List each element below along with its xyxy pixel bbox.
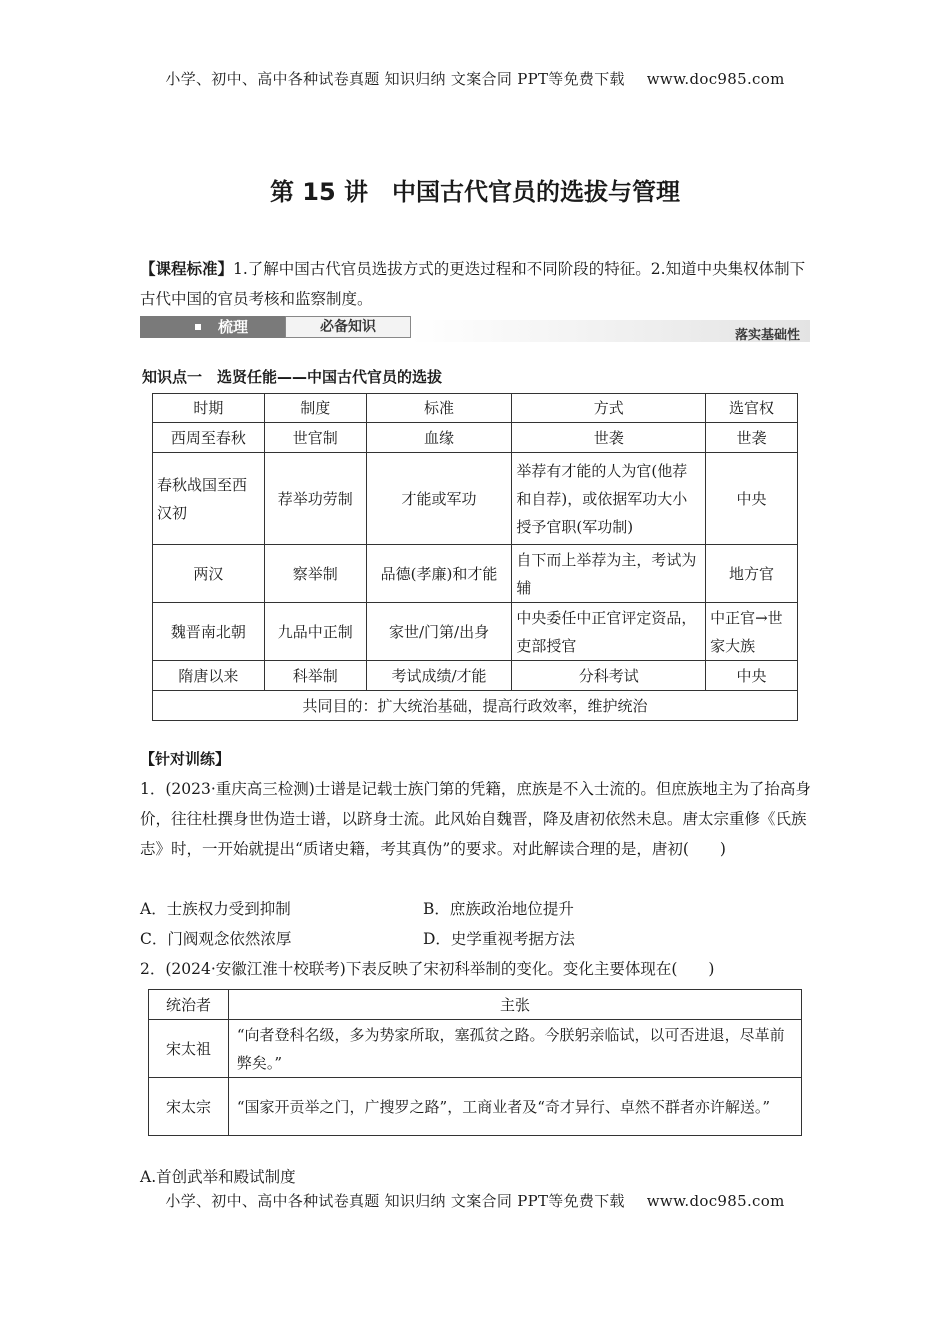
table-cell: 宋太宗 <box>149 1078 229 1136</box>
practice-label: 【针对训练】 <box>140 750 231 768</box>
table-cell: 察举制 <box>264 545 366 603</box>
table-cell: 血缘 <box>366 423 512 453</box>
banner-right: 落实基础性 <box>734 328 800 343</box>
table-row <box>153 423 798 453</box>
table-cell: 中央 <box>706 661 798 691</box>
table-row <box>149 1020 802 1078</box>
table-cell: 世官制 <box>264 423 366 453</box>
song-table <box>148 989 802 1136</box>
table-cell: 魏晋南北朝 <box>153 603 265 661</box>
question-2-stem: 2．(2024·安徽江淮十校联考)下表反映了宋初科举制的变化。变化主要体现在( ) <box>140 960 715 978</box>
q1-option-c[interactable]: C．门阀观念依然浓厚 <box>140 930 292 948</box>
footer-url[interactable]: www.doc985.com <box>646 1192 785 1210</box>
table-cell: 两汉 <box>153 545 265 603</box>
table-header-cell: 制度 <box>264 394 366 423</box>
standard-text: 1.了解中国古代官员选拔方式的更迭过程和不同阶段的特征。2.知道中央集权体制下古代中国的官员考核和监察制度。 <box>140 260 806 308</box>
course-standard <box>140 254 812 314</box>
banner-section: 梳理 <box>140 316 285 338</box>
table-cell: 家世/门第/出身 <box>366 603 512 661</box>
page-header <box>0 68 950 89</box>
table-footer-cell: 共同目的：扩大统治基础，提高行政效率，维护统治 <box>153 691 798 721</box>
table-cell: 隋唐以来 <box>153 661 265 691</box>
table-cell: 世袭 <box>512 423 706 453</box>
table-cell: “国家开贡举之门，广搜罗之路”，工商业者及“奇才异行、卓然不群者亦许解送。” <box>228 1078 801 1136</box>
table-cell: 科举制 <box>264 661 366 691</box>
table-header-row <box>149 990 802 1020</box>
selection-table <box>152 393 798 721</box>
table-header-row <box>153 394 798 423</box>
table-cell: 中正官→世家大族 <box>706 603 798 661</box>
table-cell: 考试成绩/才能 <box>366 661 512 691</box>
table-cell: 品德(孝廉)和才能 <box>366 545 512 603</box>
table-cell: 地方官 <box>706 545 798 603</box>
table-header-cell: 统治者 <box>149 990 229 1020</box>
table-cell: “向者登科名级，多为势家所取，塞孤贫之路。今朕躬亲临试，以可否进退，尽革前弊矣。” <box>228 1020 801 1078</box>
table-row <box>149 1078 802 1136</box>
q1-option-d[interactable]: D．史学重视考据方法 <box>423 930 575 948</box>
page-footer <box>0 1190 950 1211</box>
header-text: 小学、初中、高中各种试卷真题 知识归纳 文案合同 PPT等免费下载 <box>165 70 625 88</box>
banner-tag: 必备知识 <box>285 316 411 338</box>
table-cell: 荐举功劳制 <box>264 453 366 545</box>
table-cell: 宋太祖 <box>149 1020 229 1078</box>
table-row <box>153 661 798 691</box>
table-footer-row <box>153 691 798 721</box>
knowledge-heading: 知识点一 选贤任能——中国古代官员的选拔 <box>142 368 443 386</box>
table-header-cell: 方式 <box>512 394 706 423</box>
table-cell: 九品中正制 <box>264 603 366 661</box>
footer-text: 小学、初中、高中各种试卷真题 知识归纳 文案合同 PPT等免费下载 <box>165 1192 625 1210</box>
table-header-cell: 主张 <box>228 990 801 1020</box>
table-cell: 自下而上举荐为主，考试为辅 <box>512 545 706 603</box>
table-cell: 西周至春秋 <box>153 423 265 453</box>
section-banner <box>140 316 810 342</box>
question-1-stem: 1．(2023·重庆高三检测)士谱是记载士族门第的凭籍，庶族是不入士流的。但庶族地主为了抬高身价，往往杜撰身世伪造士谱，以跻身士流。此风始自魏晋，降及唐初依然未息。唐太宗重修《氏族志》时，一开始就提出“质诸史籍，考其真伪”的要求。对此解读合理的是，唐初( ) <box>140 780 811 858</box>
table-cell: 中央 <box>706 453 798 545</box>
standard-label: 【课程标准】 <box>140 260 234 278</box>
table-cell: 春秋战国至西汉初 <box>153 453 265 545</box>
q2-option-a[interactable]: A.首创武举和殿试制度 <box>140 1168 296 1186</box>
table-cell: 才能或军功 <box>366 453 512 545</box>
page-title: 第 15 讲 中国古代官员的选拔与管理 <box>269 178 681 206</box>
header-url[interactable]: www.doc985.com <box>646 70 785 88</box>
table-row <box>153 453 798 545</box>
square-bullet-icon <box>195 324 201 330</box>
table-row <box>153 603 798 661</box>
table-cell: 举荐有才能的人为官(他荐和自荐)，或依据军功大小授予官职(军功制) <box>512 453 706 545</box>
table-cell: 世袭 <box>706 423 798 453</box>
q1-option-a[interactable]: A．士族权力受到抑制 <box>140 900 291 918</box>
q1-option-b[interactable]: B．庶族政治地位提升 <box>423 900 574 918</box>
table-header-cell: 时期 <box>153 394 265 423</box>
table-header-cell: 标准 <box>366 394 512 423</box>
table-header-cell: 选官权 <box>706 394 798 423</box>
table-cell: 分科考试 <box>512 661 706 691</box>
table-cell: 中央委任中正官评定资品，吏部授官 <box>512 603 706 661</box>
table-row <box>153 545 798 603</box>
